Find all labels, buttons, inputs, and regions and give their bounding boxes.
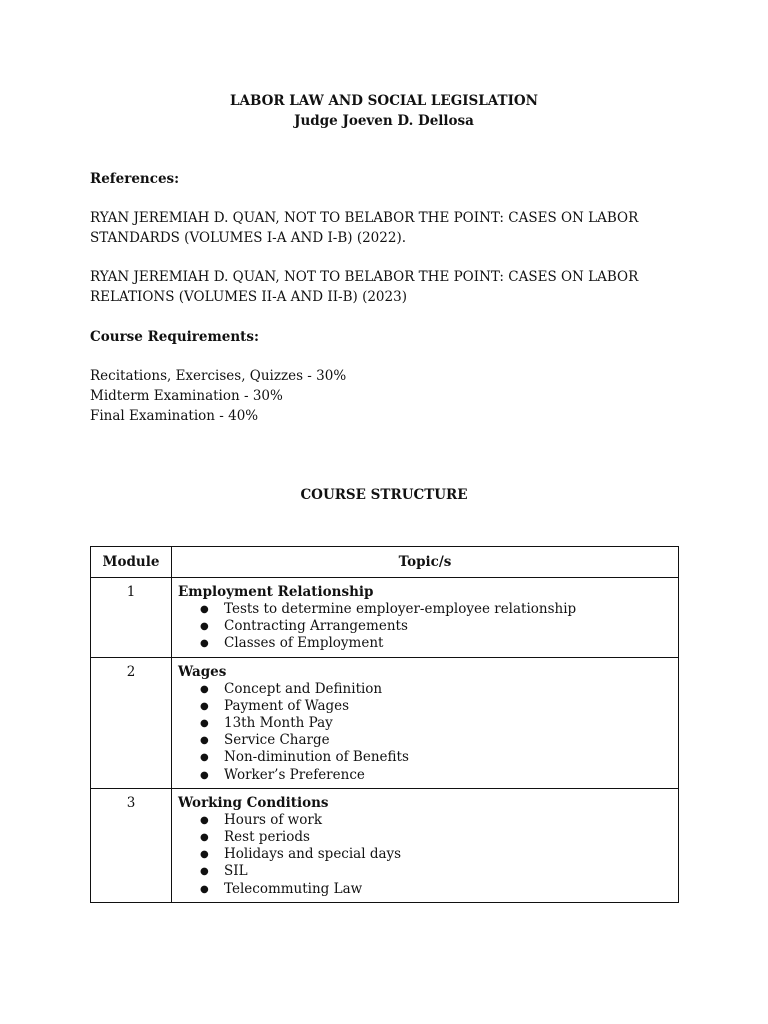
topic-list	[178, 681, 672, 784]
topic-text: Non-diminution of Benefits	[224, 749, 409, 766]
module-title: Working Conditions	[178, 794, 329, 811]
table-row	[91, 657, 679, 788]
topic-text: Rest periods	[224, 829, 310, 846]
module-title: Wages	[178, 663, 227, 680]
bullet-icon: ●	[200, 849, 209, 861]
list-item	[178, 829, 672, 846]
references-heading: References:	[90, 171, 180, 187]
list-item	[178, 881, 672, 898]
topic-list	[178, 812, 672, 898]
topic-list	[178, 601, 672, 653]
topic-text: Tests to determine employer-employee relationship	[224, 601, 577, 617]
reference-2-line-1: RYAN JEREMIAH D. QUAN, NOT TO BELABOR THE POINT: CASES ON LABOR	[90, 269, 639, 285]
topic-text: Concept and Definition	[224, 680, 383, 697]
topic-text: Hours of work	[224, 811, 323, 828]
topic-text: Contracting Arrangements	[224, 618, 408, 635]
table-row	[91, 788, 679, 902]
table-row	[91, 578, 679, 658]
module-topics-cell	[172, 788, 679, 902]
list-item	[178, 732, 672, 749]
requirement-item: Midterm Examination - 30%	[90, 388, 283, 404]
module-number: 3	[91, 788, 172, 902]
topic-text: Classes of Employment	[224, 635, 384, 652]
list-item	[178, 601, 672, 618]
list-item	[178, 698, 672, 715]
reference-1-line-1: RYAN JEREMIAH D. QUAN, NOT TO BELABOR THE POINT: CASES ON LABOR	[90, 210, 639, 226]
module-number: 2	[91, 657, 172, 788]
topic-text: Worker’s Preference	[224, 766, 365, 783]
list-item	[178, 715, 672, 732]
module-title: Employment Relationship	[178, 584, 374, 600]
bullet-icon: ●	[200, 883, 209, 895]
module-topics-cell	[172, 578, 679, 658]
list-item	[178, 812, 672, 829]
topics-column-header: Topic/s	[172, 547, 679, 578]
bullet-icon: ●	[200, 718, 209, 730]
list-item	[178, 863, 672, 880]
topic-text: Service Charge	[224, 732, 330, 749]
bullet-icon: ●	[200, 638, 209, 650]
bullet-icon: ●	[200, 604, 209, 615]
bullet-icon: ●	[200, 735, 209, 747]
module-topics-cell	[172, 657, 679, 788]
course-structure-heading: COURSE STRUCTURE	[300, 487, 468, 503]
topic-text: Payment of Wages	[224, 697, 350, 714]
topic-text: 13th Month Pay	[224, 715, 333, 732]
list-item	[178, 618, 672, 635]
bullet-icon: ●	[200, 814, 209, 826]
list-item	[178, 749, 672, 766]
reference-1-line-2: STANDARDS (VOLUMES I-A AND I-B) (2022).	[90, 230, 407, 246]
topic-text: Holidays and special days	[224, 846, 402, 863]
bullet-icon: ●	[200, 752, 209, 764]
list-item	[178, 846, 672, 863]
requirements-heading: Course Requirements:	[90, 329, 259, 345]
topic-text: SIL	[224, 863, 248, 880]
module-number: 1	[91, 578, 172, 658]
course-structure-table	[90, 546, 679, 903]
list-item	[178, 635, 672, 652]
topic-text: Telecommuting Law	[224, 880, 363, 897]
bullet-icon: ●	[200, 621, 209, 633]
list-item	[178, 767, 672, 784]
bullet-icon: ●	[200, 769, 209, 781]
bullet-icon: ●	[200, 866, 209, 878]
list-item	[178, 681, 672, 698]
module-column-header: Module	[91, 547, 172, 578]
document-author: Judge Joeven D. Dellosa	[294, 113, 474, 129]
requirement-item: Final Examination - 40%	[90, 408, 259, 424]
bullet-icon: ●	[200, 683, 209, 695]
document-title: LABOR LAW AND SOCIAL LEGISLATION	[230, 93, 538, 109]
bullet-icon: ●	[200, 832, 209, 844]
table-header-row	[91, 547, 679, 578]
reference-2-line-2: RELATIONS (VOLUMES II-A AND II-B) (2023)	[90, 289, 407, 305]
requirement-item: Recitations, Exercises, Quizzes - 30%	[90, 368, 347, 384]
bullet-icon: ●	[200, 700, 209, 712]
